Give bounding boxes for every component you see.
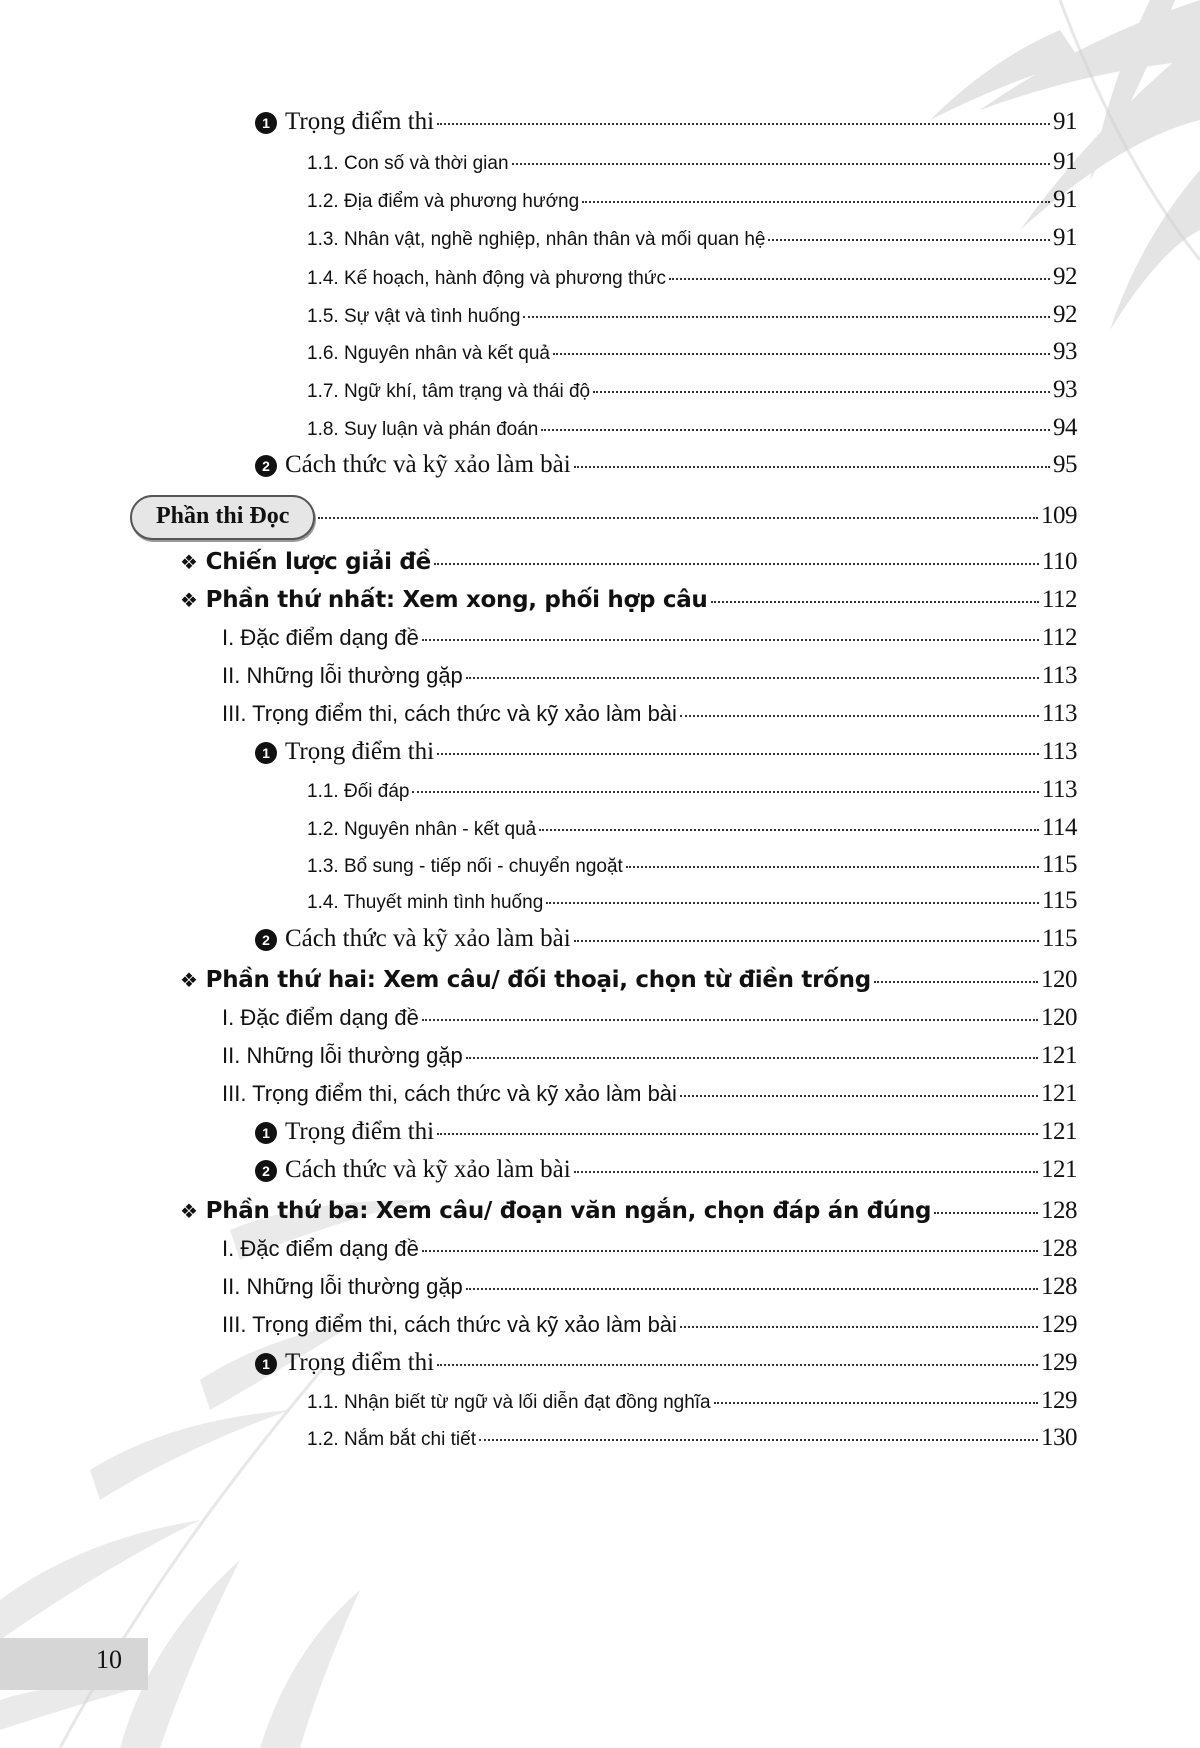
entry-label (255, 451, 571, 479)
toc-entry-circled[interactable] (255, 108, 1077, 136)
leader-dots (768, 239, 1050, 241)
page-ref: 121 (1041, 1156, 1077, 1183)
page-ref: 113 (1041, 662, 1077, 689)
entry-text: I. Đặc điểm dạng đề (222, 1236, 419, 1261)
entry-label (307, 381, 590, 403)
toc-entry-sub[interactable] (307, 186, 1077, 214)
page-ref: 110 (1041, 548, 1077, 575)
toc-entry-sub[interactable] (307, 776, 1077, 804)
entry-label (222, 1312, 677, 1338)
entry-label (180, 967, 871, 993)
entry-text: 1.1. Nhận biết từ ngữ và lối diễn đạt đồng nghĩa (307, 1392, 711, 1413)
leader-dots (422, 1019, 1038, 1021)
entry-label (307, 191, 579, 213)
entry-label (180, 587, 708, 613)
page-ref: 129 (1041, 1349, 1077, 1376)
entry-text: II. Những lỗi thường gặp (222, 1043, 463, 1068)
toc-entry-sub[interactable] (307, 887, 1077, 915)
entry-text: I. Đặc điểm dạng đề (222, 1005, 419, 1030)
page-ref: 115 (1041, 887, 1077, 914)
page-ref: 113 (1041, 738, 1077, 765)
leader-dots (466, 677, 1039, 679)
entry-label (255, 738, 434, 766)
entry-text: II. Những lỗi thường gặp (222, 1274, 463, 1299)
leader-dots (466, 1288, 1038, 1290)
toc-entry-sub[interactable] (307, 148, 1077, 176)
entry-label (222, 663, 463, 689)
toc-entry-part[interactable] (180, 1197, 1077, 1225)
entry-text: 1.2. Nắm bắt chi tiết (307, 1429, 476, 1450)
numbered-circle-icon: 1 (255, 112, 277, 134)
page-ref: 115 (1041, 851, 1077, 878)
entry-label (307, 306, 520, 328)
numbered-circle-icon: 1 (255, 1353, 277, 1375)
page-ref: 120 (1041, 966, 1077, 993)
toc-entry-circled[interactable] (255, 738, 1077, 766)
entry-text: Trọng điểm thi (285, 1349, 435, 1376)
leader-dots (714, 1402, 1038, 1404)
page-ref: 109 (1041, 502, 1077, 529)
leader-dots (437, 753, 1039, 755)
leader-dots (412, 791, 1038, 793)
entry-label (222, 1043, 463, 1069)
leader-dots (934, 1212, 1038, 1214)
toc-entry-circled[interactable] (255, 1349, 1077, 1377)
entry-text: Phần thứ nhất: Xem xong, phối hợp câu (205, 587, 708, 613)
leader-dots (546, 902, 1039, 904)
numbered-circle-icon: 2 (255, 929, 277, 951)
entry-text: 1.4. Kế hoạch, hành động và phương thức (307, 268, 667, 289)
entry-text: Trọng điểm thi (285, 738, 435, 765)
page-ref: 128 (1041, 1235, 1077, 1262)
toc-entry-roman[interactable] (222, 1311, 1077, 1339)
page-ref: 92 (1053, 263, 1077, 290)
entry-label (307, 1392, 711, 1414)
page-ref: 91 (1053, 224, 1077, 251)
leader-dots (437, 123, 1050, 125)
leader-dots (466, 1057, 1038, 1059)
toc-entry-roman[interactable] (222, 662, 1077, 690)
leader-dots (541, 429, 1050, 431)
leader-dots (422, 639, 1039, 641)
entry-label (222, 1005, 419, 1031)
leader-dots (523, 316, 1050, 318)
numbered-circle-icon: 1 (255, 742, 277, 764)
entry-label (307, 856, 623, 878)
entry-text: Cách thức và kỹ xảo làm bài (285, 1156, 571, 1183)
toc-entry-circled[interactable] (255, 1156, 1077, 1184)
leader-dots (479, 1439, 1038, 1441)
toc-entry-part[interactable] (180, 586, 1077, 614)
toc-entry-sub[interactable] (307, 1424, 1077, 1452)
entry-label (307, 153, 509, 175)
leader-dots (574, 940, 1039, 942)
section-title-pill: Phần thi Đọc (130, 495, 315, 540)
leader-dots (574, 1171, 1038, 1173)
entry-label (255, 1118, 434, 1146)
leader-dots (574, 466, 1050, 468)
toc-entry-roman[interactable] (222, 700, 1077, 728)
toc-entry-roman[interactable] (222, 624, 1077, 652)
leader-dots (512, 163, 1050, 165)
entry-label (307, 268, 666, 290)
entry-label (307, 229, 765, 251)
entry-label (307, 1429, 476, 1451)
entry-label (255, 925, 571, 953)
leader-dots (437, 1133, 1038, 1135)
toc-entry-roman[interactable] (222, 1235, 1077, 1263)
entry-text: Cách thức và kỹ xảo làm bài (285, 451, 571, 478)
entry-label (307, 892, 543, 914)
entry-text: 1.2. Địa điểm và phương hướng (307, 191, 580, 212)
leader-dots (874, 981, 1038, 983)
toc-entry-sub[interactable] (307, 1387, 1077, 1415)
entry-label (307, 819, 536, 841)
page-number: 10 (96, 1645, 122, 1674)
entry-text: 1.1. Đối đáp (307, 781, 410, 802)
entry-label (180, 1198, 931, 1224)
toc-entry-sub[interactable] (307, 376, 1077, 404)
toc-entry-sub[interactable] (307, 263, 1077, 291)
page-ref: 121 (1041, 1080, 1077, 1107)
toc-entry-sub[interactable] (307, 224, 1077, 252)
toc-entry-circled[interactable] (255, 1118, 1077, 1146)
leader-dots (422, 1250, 1038, 1252)
page-ref: 129 (1041, 1311, 1077, 1338)
entry-text: II. Những lỗi thường gặp (222, 663, 463, 688)
entry-label (307, 419, 538, 441)
entry-label (222, 1236, 419, 1262)
toc-entry-roman[interactable] (222, 1273, 1077, 1301)
page-ref: 114 (1041, 814, 1077, 841)
entry-text: Cách thức và kỹ xảo làm bài (285, 925, 571, 952)
entry-label (255, 108, 434, 136)
numbered-circle-icon: 2 (255, 1160, 277, 1182)
toc-entry-roman[interactable] (222, 1004, 1077, 1032)
toc-entry-roman[interactable] (222, 1080, 1077, 1108)
toc-entry-roman[interactable] (222, 1042, 1077, 1070)
entry-text: III. Trọng điểm thi, cách thức và kỹ xảo làm bài (222, 701, 677, 726)
numbered-circle-icon: 2 (255, 455, 277, 477)
entry-text: 1.5. Sự vật và tình huống (307, 306, 521, 327)
leader-dots (626, 866, 1039, 868)
diamond-bullet-icon: ❖ (180, 1199, 198, 1223)
entry-text: Trọng điểm thi (285, 108, 435, 135)
page-ref: 113 (1041, 700, 1077, 727)
leader-dots (437, 1364, 1038, 1366)
leader-dots (318, 517, 1038, 519)
page-ref: 93 (1053, 338, 1077, 365)
entry-text: III. Trọng điểm thi, cách thức và kỹ xảo làm bài (222, 1312, 677, 1337)
toc-entry-circled[interactable] (255, 925, 1077, 953)
entry-label (255, 1349, 434, 1377)
toc-entry-sub[interactable] (307, 814, 1077, 842)
entry-label (222, 1274, 463, 1300)
page-ref: 91 (1053, 186, 1077, 213)
page-ref: 91 (1053, 108, 1077, 135)
leader-dots (553, 353, 1050, 355)
leader-dots (680, 1095, 1038, 1097)
page-ref: 112 (1041, 624, 1077, 651)
entry-text: 1.3. Bổ sung - tiếp nối - chuyển ngoặt (307, 856, 623, 877)
numbered-circle-icon: 1 (255, 1122, 277, 1144)
leader-dots (539, 829, 1039, 831)
entry-label (255, 1156, 571, 1184)
entry-text: III. Trọng điểm thi, cách thức và kỹ xảo làm bài (222, 1081, 677, 1106)
page-ref: 128 (1041, 1273, 1077, 1300)
toc-entry-part[interactable] (180, 966, 1077, 994)
page-ref: 128 (1041, 1197, 1077, 1224)
leader-dots (434, 563, 1039, 565)
diamond-bullet-icon: ❖ (180, 550, 198, 574)
entry-text: 1.7. Ngữ khí, tâm trạng và thái độ (307, 381, 591, 402)
toc-entry-part[interactable] (180, 548, 1077, 576)
entry-label (307, 343, 550, 365)
leader-dots (680, 715, 1039, 717)
page-ref: 130 (1041, 1424, 1077, 1451)
entry-text: 1.8. Suy luận và phán đoán (307, 419, 539, 440)
toc-entry-sub[interactable] (307, 338, 1077, 366)
diamond-bullet-icon: ❖ (180, 968, 198, 992)
entry-text: Phần thứ ba: Xem câu/ đoạn văn ngắn, chọn đáp án đúng (205, 1198, 932, 1224)
entry-text: Trọng điểm thi (285, 1118, 435, 1145)
entry-label (180, 549, 431, 575)
page-ref: 93 (1053, 376, 1077, 403)
leader-dots (680, 1326, 1038, 1328)
leader-dots (669, 278, 1050, 280)
entry-label (222, 1081, 677, 1107)
leader-dots (593, 391, 1050, 393)
page-ref: 113 (1041, 776, 1077, 803)
toc-entry-sub[interactable] (307, 301, 1077, 329)
diamond-bullet-icon: ❖ (180, 588, 198, 612)
entry-label (222, 701, 677, 727)
page-ref: 120 (1041, 1004, 1077, 1031)
entry-text: 1.6. Nguyên nhân và kết quả (307, 343, 550, 364)
page-ref: 115 (1041, 925, 1077, 952)
toc-entry-sub[interactable] (307, 851, 1077, 879)
page-ref: 121 (1041, 1042, 1077, 1069)
page-ref: 121 (1041, 1118, 1077, 1145)
entry-text: 1.1. Con số và thời gian (307, 153, 509, 174)
page-ref: 92 (1053, 301, 1077, 328)
leader-dots (582, 201, 1050, 203)
page-ref: 112 (1041, 586, 1077, 613)
entry-label (307, 781, 409, 803)
toc-entry-sub[interactable] (307, 414, 1077, 442)
page-ref: 94 (1053, 414, 1077, 441)
entry-text: Phần thứ hai: Xem câu/ đối thoại, chọn từ điền trống (205, 967, 871, 993)
entry-text: 1.2. Nguyên nhân - kết quả (307, 819, 537, 840)
leader-dots (711, 601, 1039, 603)
entry-text: I. Đặc điểm dạng đề (222, 625, 419, 650)
page-ref: 91 (1053, 148, 1077, 175)
entry-label (222, 625, 419, 651)
page-ref: 129 (1041, 1387, 1077, 1414)
entry-text: 1.4. Thuyết minh tình huống (307, 892, 544, 913)
toc-entry-circled[interactable] (255, 451, 1077, 479)
toc-section-row[interactable] (130, 495, 1077, 540)
entry-text: 1.3. Nhân vật, nghề nghiệp, nhân thân và mối quan hệ (307, 229, 766, 250)
page-ref: 95 (1053, 451, 1077, 478)
entry-text: Chiến lược giải đề (205, 549, 431, 575)
